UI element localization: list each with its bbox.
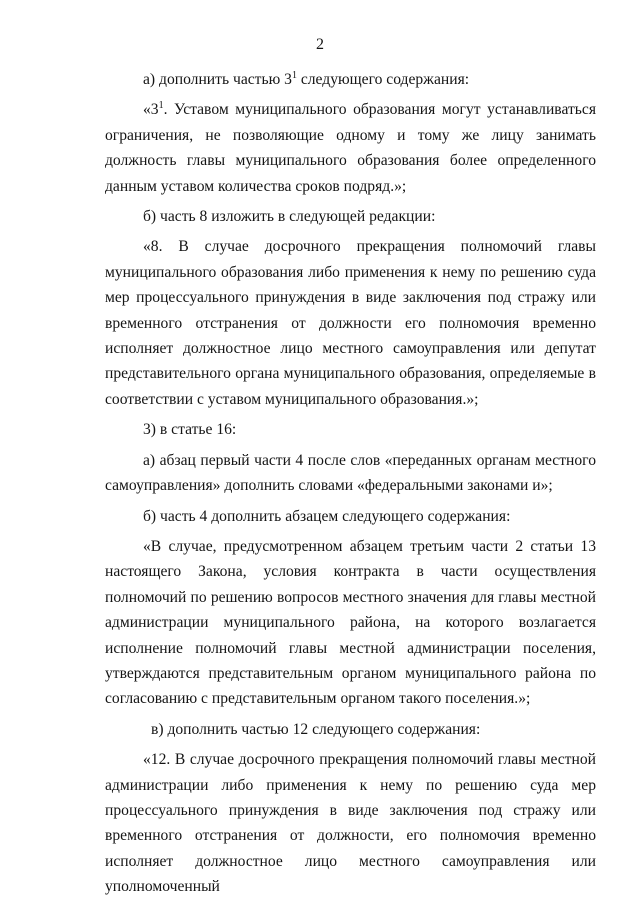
quote-part-12: «12. В случае досрочного прекращения полномочий главы местной администрации либо применения к нему по решению суда мер процессуального принуждения в виде заключения под стражу или временного отстранения от должности, его полномочия временно исполняет должностное лицо местного самоуправления или уполномоченный — [105, 751, 596, 896]
item-a-part-3-1: а) дополнить частью $3^1$ следующего содержания: — [143, 70, 470, 88]
quote-part-3-1: «$3^1$. Уставом муниципального образования могут устанавливаться ограничения, не позволяющие одному и тому же лицу занимать должность главы муниципального образования более определенного данным уставом количества сроков подряд.»; — [105, 100, 596, 195]
item-3-v: в) дополнить частью 12 следующего содержания: — [151, 720, 481, 738]
page-number: 2 — [316, 36, 324, 53]
item-3-article-16: 3) в статье 16: — [143, 421, 237, 439]
superscript: 1 — [158, 100, 164, 112]
item-3-b: б) часть 4 дополнить абзацем следующего содержания: — [143, 507, 511, 525]
quote-part-4: «В случае, предусмотренном абзацем третьим части 2 статьи 13 настоящего Закона, условия контракта в части осуществления полномочий по решению вопросов местного значения для главы местной администрации муниципального района, на которого возлагается исполнение полномочий главы местной администрации поселения, утверждаются представительным органом муниципального района по согласованию с представительным органом такого поселения.»; — [105, 537, 596, 708]
item-3-a: а) абзац первый части 4 после слов «переданных органам местного самоуправления» дополнить словами «федеральными законами и»; — [105, 451, 596, 495]
quote-part-8: «8. В случае досрочного прекращения полномочий главы муниципального образования либо применения к нему по решению суда мер процессуального принуждения в виде заключения под стражу или временного отстранения от должности его полномочия временно исполняет должностное лицо местного самоуправления или депутат представительного органа муниципального образования, определяемые в соответствии с уставом муниципального образования.»; — [105, 238, 596, 408]
superscript: 1 — [291, 70, 297, 81]
item-b-part-8: б) часть 8 изложить в следующей редакции: — [143, 208, 436, 226]
document-body — [105, 67, 596, 900]
